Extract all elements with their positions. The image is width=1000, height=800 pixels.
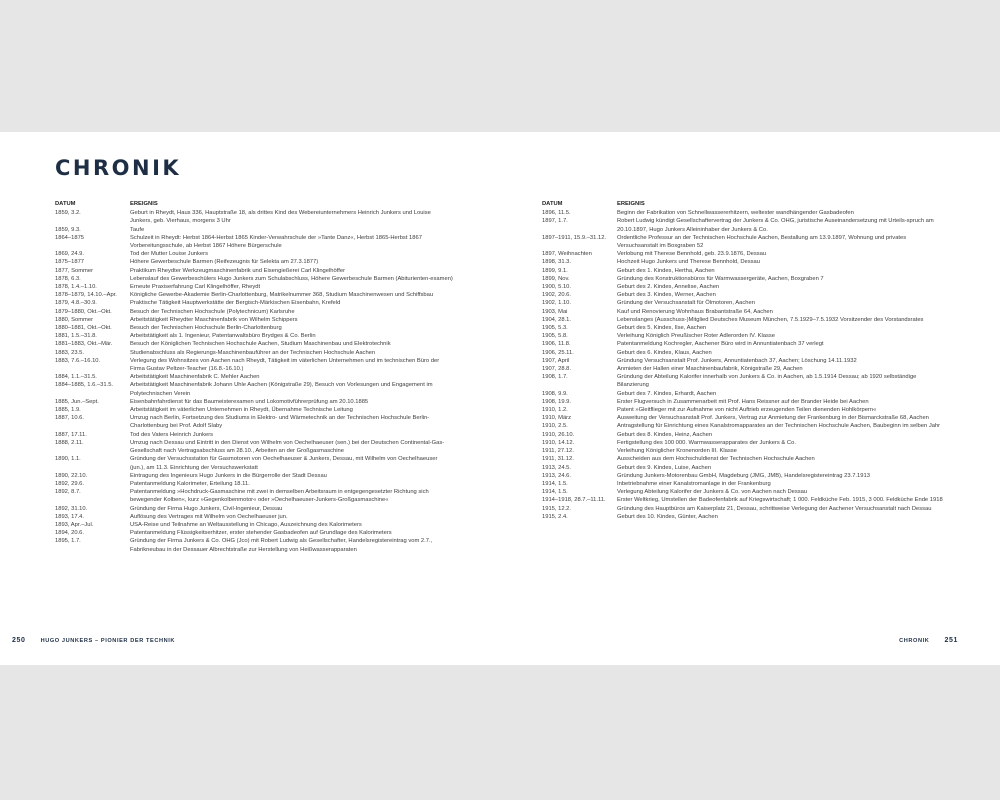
chronology-entry bbox=[542, 488, 945, 496]
chronology-entry bbox=[542, 283, 945, 291]
entry-date: 1890, 1.1. bbox=[55, 456, 81, 463]
entry-event: Erster Weltkrieg, Umstellen der Badeofenfabrik auf Kriegswirtschaft; 1 000. Feldküche Feb. 1915, 3 000. Feldküche Ende 1918 bbox=[617, 497, 943, 504]
entry-date: 1894, 20.6. bbox=[55, 530, 85, 537]
chronology-entry bbox=[542, 447, 945, 455]
chronology-entry bbox=[542, 439, 945, 447]
entry-date: 1915, 12.2. bbox=[542, 505, 572, 512]
entry-event: Umzug nach Dessau und Eintritt in den Dienst von Wilhelm von Oechelhaeuser (sen.) bei der Deutschen Continental-Gas-Gesellschaft nach Vertragsabschluss am 28.10., Arbeiten an der Großgasmaschine bbox=[130, 439, 445, 455]
entry-date: 1914, 1.5. bbox=[542, 489, 568, 496]
chronology-entry bbox=[55, 209, 453, 225]
chronology-entry bbox=[55, 308, 453, 316]
chronology-entry bbox=[55, 340, 453, 348]
entry-date: 1895, 1.7. bbox=[55, 538, 81, 545]
entry-date: 1906, 11.8. bbox=[542, 341, 571, 348]
entry-date: 1881, 1.5.–31.8. bbox=[55, 333, 97, 340]
top-margin bbox=[0, 0, 1000, 132]
chronology-entry bbox=[542, 390, 945, 398]
entry-date: 1913, 24.6. bbox=[542, 472, 572, 479]
entry-date: 1881–1883, Okt.–Mär. bbox=[55, 341, 113, 348]
entry-date: 1859, 3.2. bbox=[55, 210, 81, 217]
chronology-entry bbox=[542, 340, 945, 348]
entry-date: 1905, 5.3. bbox=[542, 325, 568, 332]
chronology-entry bbox=[55, 455, 453, 471]
entry-event: Arbeitstätigkeit als 1. Ingenieur, Patentanwaltsbüro Brydges & Co. Berlin bbox=[130, 333, 316, 340]
chronology-entry bbox=[55, 529, 453, 537]
entry-event: Ordentliche Professur an der Technischen Hochschule Aachen, Bestallung am 13.9.1897, Wohnung und privates Versuchsanstalt im Boxgraben 52 bbox=[617, 234, 907, 250]
entry-event: Geburt des 2. Kindes, Annelise, Aachen bbox=[617, 284, 720, 291]
entry-date: 1892, 31.10. bbox=[55, 505, 88, 512]
column-header bbox=[55, 200, 453, 208]
footer-right bbox=[899, 637, 958, 644]
entry-event: Gründung der Versuchsstation für Gasmotoren von Oechelhaeuser & Junkers, Dessau, mit Wilhelm von Oechelhaeuser (jun.), am 11.3. Einrichtung der Versuchswerkstatt bbox=[130, 456, 438, 471]
entry-date: 1900, 5.10. bbox=[542, 284, 572, 291]
entry-event: Auflösung des Vertrages mit Wilhelm von Oechelhaeuser jun. bbox=[130, 513, 288, 520]
entry-date: 1883, 7.6.–16.10. bbox=[55, 357, 101, 364]
entry-event: Geburt in Rheydt, Haus 336, Hauptstraße 18, als drittes Kind des Webereiunternehmers Heinrich Junkers und Louise Junkers, geb. Vierhaus, morgens 3 Uhr bbox=[130, 210, 431, 225]
entry-event: Königliche Gewerbe-Akademie Berlin-Charlottenburg, Matrikelnummer 368, Studium Maschinenwesen und Schiffsbau bbox=[130, 292, 434, 299]
chronology-entry bbox=[55, 357, 453, 373]
chronology-entry bbox=[55, 324, 453, 332]
entry-date: 1903, Mai bbox=[542, 308, 568, 315]
chronology-entry bbox=[542, 398, 945, 406]
entry-date: 1898, 31.3. bbox=[542, 259, 572, 266]
chronology-entry bbox=[542, 357, 945, 365]
book-spread bbox=[0, 132, 1000, 665]
chronology-entry bbox=[55, 299, 453, 307]
entry-date: 1906, 25.11. bbox=[542, 349, 574, 356]
entry-date: 1899, Nov. bbox=[542, 275, 570, 282]
chronology-entry bbox=[542, 275, 945, 283]
entry-event: Arbeitstätigkeit im väterlichen Unternehmen in Rheydt, Übernahme Technische Leitung bbox=[130, 407, 353, 414]
entry-event: Tod der Mutter Louise Junkers bbox=[130, 251, 208, 258]
chronology-entry bbox=[55, 505, 453, 513]
chronology-entry bbox=[55, 250, 453, 258]
entry-event: Gründung des Hauptbüros am Kaiserplatz 21, Dessau, schrittweise Verlegung der Aachener Versuchsanstalt nach Dessau bbox=[617, 505, 932, 512]
entry-event: Besuch der Technischen Hochschule (Polytechnicum) Karlsruhe bbox=[130, 308, 295, 315]
entry-event: Gründung Junkers-Motorenbau GmbH, Magdeburg (JMG, JMB), Handelsregistereintrag 23.7.1913 bbox=[617, 472, 870, 479]
entry-date: 1885, Jun.–Sept. bbox=[55, 398, 99, 405]
chronology-entry bbox=[55, 406, 453, 414]
bottom-margin bbox=[0, 665, 1000, 800]
chronology-entry bbox=[542, 324, 945, 332]
chronology-entry bbox=[55, 431, 453, 439]
entry-date: 1887, 17.11. bbox=[55, 431, 87, 438]
chronology-entry bbox=[542, 373, 945, 389]
entry-event: Verlobung mit Therese Bennhold, geb. 23.9.1876, Dessau bbox=[617, 251, 767, 258]
entry-date: 1910, 26.10. bbox=[542, 431, 575, 438]
chronology-entry bbox=[55, 316, 453, 324]
entry-event: Gründung der Versuchsanstalt für Ölmotoren, Aachen bbox=[617, 300, 755, 307]
entry-event: Patentanmeldung »Hochdruck-Gasmaschine mit zwei in demselben Arbeitsraum in entgegengesetzter Richtung sich bewegender Kolben«, kurz »Gegenkolbenmotor« oder »Oechelhaeuser-Junkers-Großgasmaschine« bbox=[130, 489, 429, 504]
entry-date: 1913, 24.5. bbox=[542, 464, 572, 471]
entry-date: 1910, 2.5. bbox=[542, 423, 568, 430]
chronology-entry bbox=[55, 381, 453, 397]
chronology-entry bbox=[542, 234, 945, 250]
entry-event: Praktische Tätigkeit Hauptwerkstätte der Bergisch-Märkischen Eisenbahn, Krefeld bbox=[130, 300, 341, 307]
entry-date: 1878–1879, 14.10.–Apr. bbox=[55, 292, 117, 299]
entry-event: Verlegung Abteilung Kalorifer der Junkers & Co. von Aachen nach Dessau bbox=[617, 489, 808, 496]
chronology-entry bbox=[542, 308, 945, 316]
entry-event: Geburt des 7. Kindes, Erhardt, Aachen bbox=[617, 390, 717, 397]
page-number-left: 250 bbox=[12, 637, 26, 644]
chronology-entry bbox=[55, 373, 453, 381]
chronology-entry bbox=[55, 267, 453, 275]
entry-date: 1899, 9.1. bbox=[542, 267, 568, 274]
chronology-entry bbox=[542, 299, 945, 307]
entry-date: 1897, 1.7. bbox=[542, 218, 568, 225]
entry-date: 1908, 9.9. bbox=[542, 390, 568, 397]
chronology-entry bbox=[55, 258, 453, 266]
entry-event: Gründung der Firma Hugo Junkers, Civil-Ingenieur, Dessau bbox=[130, 505, 283, 512]
chronology-entry bbox=[55, 480, 453, 488]
chronology-entry bbox=[542, 496, 945, 504]
chronology-entry bbox=[542, 258, 945, 266]
entry-event: Gründung Versuchsanstalt Prof. Junkers, Annuntiatenbach 37, Aachen; Löschung 14.11.1932 bbox=[617, 357, 857, 364]
chronology-entry bbox=[542, 472, 945, 480]
entry-event: Geburt des 5. Kindes, Ilse, Aachen bbox=[617, 325, 707, 332]
chronology-entry bbox=[542, 505, 945, 513]
entry-date: 1908, 1.7. bbox=[542, 374, 568, 381]
entry-event: Ausweitung der Versuchsanstalt Prof. Junkers, Vertrag zur Anmietung der Frankenburg in der Bismarckstraße 68, Aachen bbox=[617, 415, 929, 422]
event-header: EREIGNIS bbox=[617, 201, 645, 207]
entry-date: 1884–1885, 1.6.–31.5. bbox=[55, 382, 114, 389]
chronology-entry bbox=[542, 291, 945, 299]
entry-event: Arbeitstätigkeit Maschinenfabrik Johann Uhle Aachen (Königstraße 29), Besuch von Vorlesungen und Engagement im Polytechnischen Verein bbox=[130, 382, 433, 397]
entry-event: Schulzeit in Rheydt: Herbst 1864-Herbst 1865 Kinder-Verwahrschule der »Tante Danz«, Herbst 1865-Herbst 1867 Vorbereitungsschule, ab Herbst 1867 Höhere Bürgerschule bbox=[130, 234, 422, 250]
entry-date: 1888, 2.11. bbox=[55, 439, 84, 446]
chronology-entry bbox=[542, 332, 945, 340]
page-title: CHRONIK bbox=[55, 156, 182, 180]
chronology-entry bbox=[542, 316, 945, 324]
footer-left bbox=[12, 637, 175, 644]
chronology-entry bbox=[542, 349, 945, 357]
entry-event: Verlegung des Wohnsitzes von Aachen nach Rheydt, Tätigkeit im väterlichen Unternehmen und im technischen Büro der Firma Gustav Peltzer-Teacher (16.8.-16.10.) bbox=[130, 357, 440, 373]
entry-date: 1892, 29.6. bbox=[55, 480, 85, 487]
entry-date: 1902, 20.6. bbox=[542, 292, 572, 299]
entry-event: Studienabschluss als Regierungs-Maschinenbauführer an der Technischen Hochschule Aachen bbox=[130, 349, 376, 356]
entry-date: 1885, 1.9. bbox=[55, 407, 81, 414]
entry-event: Erster Flugversuch in Zusammenarbeit mit Prof. Hans Reissner auf der Brander Heide bei Aachen bbox=[617, 398, 869, 405]
left-rows bbox=[55, 209, 453, 554]
date-header: DATUM bbox=[542, 201, 563, 207]
entry-event: Fertigstellung des 100 000. Warmwasserapparates der Junkers & Co. bbox=[617, 439, 796, 446]
entry-event: Lebenslauf des Gewerbeschülers Hugo Junkers zum Schulabschluss, Höhere Gewerbeschule Barmen (Abiturienten-examen) bbox=[130, 275, 453, 282]
entry-date: 1914–1918, 28.7.–11.11. bbox=[542, 497, 606, 504]
entry-date: 1897, Weihnachten bbox=[542, 251, 592, 258]
chronology-entry bbox=[55, 332, 453, 340]
entry-event: Erneute Praxiserfahrung Carl Klingelhöffer, Rheydt bbox=[130, 284, 261, 291]
entry-date: 1910, 14.12. bbox=[542, 439, 575, 446]
chronology-right-column bbox=[542, 200, 945, 521]
running-title: HUGO JUNKERS – PIONIER DER TECHNIK bbox=[40, 638, 176, 644]
entry-date: 1879–1880, Okt.–Okt. bbox=[55, 308, 112, 315]
right-rows bbox=[542, 209, 945, 521]
entry-event: Geburt des 3. Kindes, Werner, Aachen bbox=[617, 292, 716, 299]
page-number-right: 251 bbox=[944, 637, 958, 644]
chronology-entry bbox=[55, 439, 453, 455]
chronology-entry bbox=[55, 234, 453, 250]
entry-event: Geburt des 8. Kindes, Heinz, Aachen bbox=[617, 431, 713, 438]
entry-event: Robert Ludwig kündigt Gesellschaftervertrag der Junkers & Co. OHG, juristische Auseinandersetzung mit Urteils-spruch am 20.10.1897, Hugo Junkers Alleininhaber der Junkers & Co. bbox=[617, 218, 934, 233]
chronology-entry bbox=[542, 217, 945, 233]
column-header bbox=[542, 200, 945, 208]
entry-event: Antragstellung für Einrichtung eines Kanalstromapparates an der Technischen Hochschule Aachen, Baubeginn im selben Jahr bbox=[617, 423, 941, 430]
entry-event: Umzug nach Berlin, Fortsetzung des Studiums in Elektro- und Wärmetechnik an der Technischen Hochschule Berlin-Charlottenburg bei Prof. Adolf Slaby bbox=[130, 415, 430, 430]
entry-event: Ausscheiden aus dem Hochschuldienst der Technischen Hochschule Aachen bbox=[617, 456, 815, 463]
entry-date: 1907, 28.8. bbox=[542, 366, 572, 373]
chronology-entry bbox=[55, 537, 453, 553]
chronology-left-column bbox=[55, 200, 453, 554]
entry-date: 1859, 9.3. bbox=[55, 226, 81, 233]
entry-date: 1880, Sommer bbox=[55, 316, 94, 323]
entry-date: 1887, 10.6. bbox=[55, 415, 85, 422]
entry-date: 1878, 1.4.–1.10. bbox=[55, 284, 97, 291]
entry-event: Patentanmeldung Kochregler, Aachener Büro wird in Annuntiatenbach 37 verlegt bbox=[617, 341, 824, 348]
date-header: DATUM bbox=[55, 201, 76, 207]
entry-date: 1915, 2.4. bbox=[542, 513, 568, 520]
entry-date: 1877, Sommer bbox=[55, 267, 94, 274]
chronology-entry bbox=[542, 480, 945, 488]
entry-event: Patentanmeldung Flüssigkeitserhitzer, erster stehender Gasbadeofen auf Grundlage des Kalorimeters bbox=[130, 530, 392, 537]
chronology-entry bbox=[55, 521, 453, 529]
entry-date: 1869, 24.9. bbox=[55, 251, 85, 258]
chronology-entry bbox=[55, 226, 453, 234]
entry-event: Gründung der Firma Junkers & Co. OHG (Jco) mit Robert Ludwig als Gesellschafter, Handelsregistereintrag vom 2.7., Fabrikneubau in der Dessauer Albrechtstraße zur Herstellung von Heißwasserapparaten bbox=[130, 538, 433, 553]
entry-date: 1864–1875 bbox=[55, 234, 85, 241]
entry-event: Patentanmeldung Kalorimeter, Erteilung 18.11. bbox=[130, 480, 250, 487]
entry-date: 1908, 19.9. bbox=[542, 398, 572, 405]
entry-date: 1910, März bbox=[542, 415, 571, 422]
entry-date: 1890, 22.10. bbox=[55, 472, 88, 479]
entry-event: Praktikum Rheydter Werkzeugmaschinenfabrik und Eisengießerei Carl Klingelhöffer bbox=[130, 267, 346, 274]
entry-date: 1897–1911, 15.9.–31.12. bbox=[542, 234, 607, 241]
entry-event: Geburt des 1. Kindes, Hertha, Aachen bbox=[617, 267, 715, 274]
entry-date: 1907, April bbox=[542, 357, 570, 364]
entry-event: Geburt des 6. Kindes, Klaus, Aachen bbox=[617, 349, 712, 356]
entry-event: Arbeitstätigkeit Rheydter Maschinenfabrik von Wilhelm Schippers bbox=[130, 316, 298, 323]
entry-date: 1893, 17.4. bbox=[55, 513, 85, 520]
entry-event: Besuch der Königlichen Technischen Hochschule Aachen, Studium Maschinenbau und Elektrotechnik bbox=[130, 341, 391, 348]
entry-date: 1904, 28.1. bbox=[542, 316, 572, 323]
chronology-entry bbox=[55, 275, 453, 283]
running-section: CHRONIK bbox=[899, 638, 930, 644]
entry-event: Kauf und Renovierung Wohnhaus Brabantstraße 64, Aachen bbox=[617, 308, 773, 315]
entry-event: Verleihung Königlich Preußischer Roter Adlerorden IV. Klasse bbox=[617, 333, 776, 340]
chronology-entry bbox=[55, 414, 453, 430]
chronology-entry bbox=[542, 414, 945, 422]
chronology-entry bbox=[542, 431, 945, 439]
entry-event: USA-Reise und Teilnahme an Weltausstellung in Chicago, Auszeichnung des Kalorimeters bbox=[130, 521, 362, 528]
entry-date: 1910, 1.2. bbox=[542, 407, 568, 414]
chronology-entry bbox=[542, 267, 945, 275]
chronology-entry bbox=[55, 283, 453, 291]
chronology-entry bbox=[542, 455, 945, 463]
entry-event: Eintragung des Ingenieurs Hugo Junkers in die Bürgerrolle der Stadt Dessau bbox=[130, 472, 327, 479]
chronology-entry bbox=[542, 250, 945, 258]
entry-date: 1879, 4.8.–30.9. bbox=[55, 300, 97, 307]
entry-date: 1878, 6.3. bbox=[55, 275, 81, 282]
entry-event: Gründung der Abteilung Kalorifer innerhalb von Junkers & Co. in Aachen, ab 1.5.1914 Dessau; ab 1920 selbständige Bilanzierung bbox=[617, 374, 917, 389]
entry-event: Besuch der Technischen Hochschule Berlin-Charlottenburg bbox=[130, 325, 282, 332]
entry-date: 1896, 11.5. bbox=[542, 210, 571, 217]
chronology-entry bbox=[55, 398, 453, 406]
entry-event: Anmieten der Hallen einer Maschinenbaufabrik, Königstraße 29, Aachen bbox=[617, 366, 803, 373]
entry-date: 1914, 1.5. bbox=[542, 480, 568, 487]
entry-date: 1902, 1.10. bbox=[542, 300, 572, 307]
entry-event: Tod des Vaters Heinrich Junkers bbox=[130, 431, 214, 438]
entry-event: Höhere Gewerbeschule Barmen (Reifezeugnis für Selekta am 27.3.1877) bbox=[130, 259, 319, 266]
entry-event: Inbetriebnahme einer Kanalstromanlage in der Frankenburg bbox=[617, 480, 771, 487]
chronology-entry bbox=[55, 472, 453, 480]
entry-event: Gründung des Konstruktionsbüros für Warmwassergeräte, Aachen, Boxgraben 7 bbox=[617, 275, 824, 282]
entry-event: Verleihung Königlicher Kronenorden III. Klasse bbox=[617, 448, 737, 455]
chronology-entry bbox=[542, 209, 945, 217]
entry-date: 1875–1877 bbox=[55, 259, 85, 266]
entry-date: 1893, Apr.–Jul. bbox=[55, 521, 94, 528]
chronology-entry bbox=[542, 365, 945, 373]
chronology-entry bbox=[55, 291, 453, 299]
entry-event: Hochzeit Hugo Junkers und Therese Bennhold, Dessau bbox=[617, 259, 760, 266]
entry-date: 1892, 8.7. bbox=[55, 489, 81, 496]
chronology-entry bbox=[55, 488, 453, 504]
entry-event: Geburt des 10. Kindes, Günter, Aachen bbox=[617, 513, 718, 520]
entry-event: Geburt des 9. Kindes, Luise, Aachen bbox=[617, 464, 712, 471]
entry-date: 1905, 5.8. bbox=[542, 333, 568, 340]
chronology-entry bbox=[55, 513, 453, 521]
entry-event: Arbeitstätigkeit Maschinenfabrik C. Mehler Aachen bbox=[130, 374, 260, 381]
entry-event: Taufe bbox=[130, 226, 145, 233]
entry-date: 1911, 31.12. bbox=[542, 456, 574, 463]
chronology-entry bbox=[542, 464, 945, 472]
entry-date: 1911, 27.12. bbox=[542, 448, 574, 455]
entry-date: 1883, 23.5. bbox=[55, 349, 85, 356]
entry-event: Beginn der Fabrikation von Schnellwassererhitzern, weltester wandhängender Gasbadeofen bbox=[617, 210, 854, 217]
chronology-entry bbox=[542, 422, 945, 430]
chronology-entry bbox=[542, 406, 945, 414]
chronology-entry bbox=[542, 513, 945, 521]
entry-event: Lebenslanges (Ausschuss-)Mitglied Deutsches Museum München, 7.5.1929–7.5.1932 Vorsitzender des Vorstandsrates bbox=[617, 316, 924, 323]
entry-event: Patent »Gleitflieger mit zur Aufnahme von nicht Auftrieb erzeugenden Teilen dienenden Hohlkörpern« bbox=[617, 407, 877, 414]
event-header: EREIGNIS bbox=[130, 201, 158, 207]
entry-date: 1880–1881, Okt.–Okt. bbox=[55, 325, 112, 332]
entry-date: 1884, 1.1.–31.5. bbox=[55, 374, 97, 381]
entry-event: Eisenbahnfahrdienst für das Baumeisterexamen und Lokomotivführerprüfung am 20.10.1885 bbox=[130, 398, 369, 405]
chronology-entry bbox=[55, 349, 453, 357]
